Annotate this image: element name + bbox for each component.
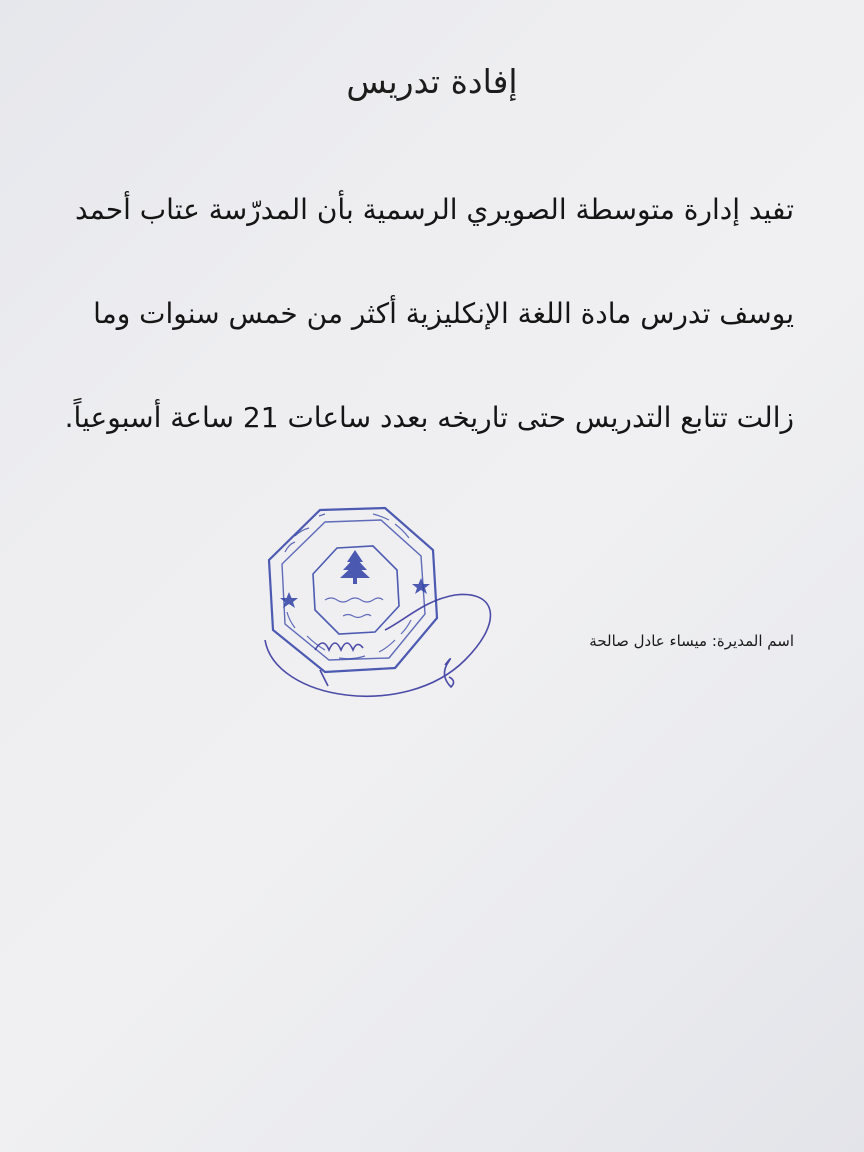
principal-name: اسم المديرة: ميساء عادل صالحة — [589, 632, 794, 650]
document-body — [34, 186, 794, 498]
official-stamp — [269, 508, 437, 672]
body-line-3: زالت تتابع التدريس حتى تاريخه بعدد ساعات 21 ساعة أسبوعياً. — [64, 401, 794, 434]
body-line-1: تفيد إدارة متوسطة الصويري الرسمية بأن المدرّسة عتاب أحمد — [74, 193, 794, 226]
body-line-2: يوسف تدرس مادة اللغة الإنكليزية أكثر من خمس سنوات وما — [93, 297, 794, 330]
cedar-icon — [340, 550, 370, 584]
signature — [265, 594, 490, 696]
stamp-and-signature — [255, 500, 505, 720]
document-title: إفادة تدريس — [346, 62, 518, 101]
stamp-graphic — [255, 500, 505, 720]
stamp-lettering — [285, 514, 411, 659]
